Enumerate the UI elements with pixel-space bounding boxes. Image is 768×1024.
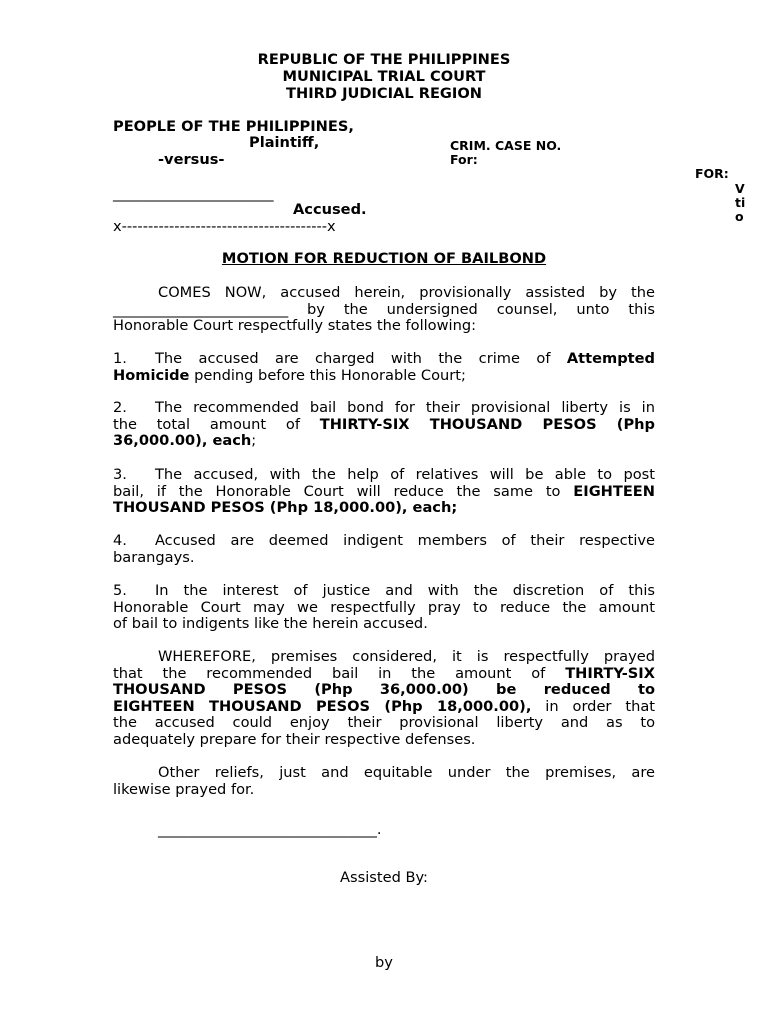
wherefore-line-1: WHEREFORE, premises considered, it is respectfully prayed [158,648,655,665]
p2-text-b: the total amount of [113,415,320,433]
assisted-by-label: Assisted By: [340,869,428,886]
motion-title: MOTION FOR REDUCTION OF BAILBOND [221,250,547,267]
p2-number: 2. [113,399,127,416]
p1-number: 1. [113,350,127,367]
side-fragment-v: V [735,181,745,196]
p2-text-e: ; [251,432,257,450]
p1-line-1 [113,351,655,368]
p1-text-d: pending before this Honorable Court; [189,366,466,384]
p4-line-1 [113,533,655,550]
p3-amount-b: THOUSAND PESOS (Php 18,000.00), each; [113,499,458,517]
p5-line-2: Honorable Court may we respectfully pray to reduce the amount [113,598,655,616]
wherefore-line-3: THOUSAND PESOS (Php 36,000.00) be reduced to [113,681,655,699]
intro-line-2 [113,302,655,319]
p4-line-2: barangays. [113,548,195,566]
other-line-1: Other reliefs, just and equitable under the premises, are [158,764,655,781]
wherefore-text-f: in order that [531,697,655,715]
counsel-name-blank: ________________________ [113,300,289,318]
p1-crime-a: Attempted [566,350,655,367]
other-reliefs-paragraph [113,765,655,798]
p3-text-a: The accused, with the help of relatives will be able to post [154,466,655,483]
p2-line-1 [113,400,655,417]
p2-amount-b: 36,000.00), each [113,432,252,450]
wherefore-line-2 [113,666,655,683]
paragraph-5 [113,583,655,633]
p1-line-2 [113,368,655,385]
p3-line-3 [113,500,655,517]
intro-line-3: Honorable Court respectfully states the following: [113,317,477,335]
p1-crime-b: Homicide [113,366,190,384]
p5-number: 5. [113,582,127,599]
header-republic: REPUBLIC OF THE PHILIPPINES [257,51,511,68]
caption-separator: x---------------------------------------x [113,218,336,235]
p4-text-a: Accused are deemed indigent members of their respective [154,532,655,549]
caption-case-no: CRIM. CASE NO. [450,138,562,153]
side-for-label: FOR: [695,166,729,181]
wherefore-amount-b: EIGHTEEN THOUSAND PESOS (Php 18,000.00), [113,697,532,715]
caption-for: For: [450,152,478,167]
side-fragment-o: o [735,209,744,224]
p1-text-a: The accused are charged with the crime of [154,350,567,367]
p4-number: 4. [113,532,127,549]
side-fragment-ti: ti [735,195,746,210]
caption-plaintiff: Plaintiff, [249,134,320,151]
p3-text-b: bail, if the Honorable Court will reduce the same to [113,482,574,500]
p2-line-2 [113,417,655,434]
wherefore-line-6: adequately prepare for their respective defenses. [113,730,476,748]
p5-line-1 [113,583,655,600]
wherefore-line-5: the accused could enjoy their provisional liberty and as to [113,714,655,732]
by-label: by [375,954,393,971]
header-court: MUNICIPAL TRIAL COURT [282,68,486,85]
p3-line-2 [113,484,655,501]
p3-number: 3. [113,466,127,483]
p2-line-3 [113,433,655,450]
caption-versus: -versus- [158,151,225,168]
p3-line-1 [113,467,655,484]
p5-text-a: In the interest of justice and with the discretion of this [154,582,655,599]
caption-accused: Accused. [293,201,367,218]
paragraph-4 [113,533,655,566]
wherefore-amount-a: THIRTY-SIX [565,664,655,682]
p2-text-a: The recommended bail bond for their provisional liberty is in [154,399,655,416]
paragraph-1 [113,351,655,384]
wherefore-paragraph [113,649,655,749]
wherefore-line-4 [113,699,655,716]
accused-name-blank: ______________________ [113,185,274,202]
p2-amount-a: THIRTY-SIX THOUSAND PESOS (Php [319,415,655,433]
intro-line-2-text: by the undersigned counsel, unto this [288,300,655,318]
p5-line-3: of bail to indigents like the herein accused. [113,615,428,633]
other-line-2: likewise prayed for. [113,780,255,798]
intro-line-1: COMES NOW, accused herein, provisionally assisted by the [158,284,655,301]
paragraph-3 [113,467,655,517]
header-region: THIRD JUDICIAL REGION [286,85,482,102]
signature-blank: ______________________________. [158,821,382,838]
paragraph-2 [113,400,655,450]
intro-paragraph [113,285,655,335]
caption-people: PEOPLE OF THE PHILIPPINES, [113,118,354,135]
p3-amount-a: EIGHTEEN [573,482,655,500]
wherefore-text-b: that the recommended bail in the amount of [113,664,566,682]
